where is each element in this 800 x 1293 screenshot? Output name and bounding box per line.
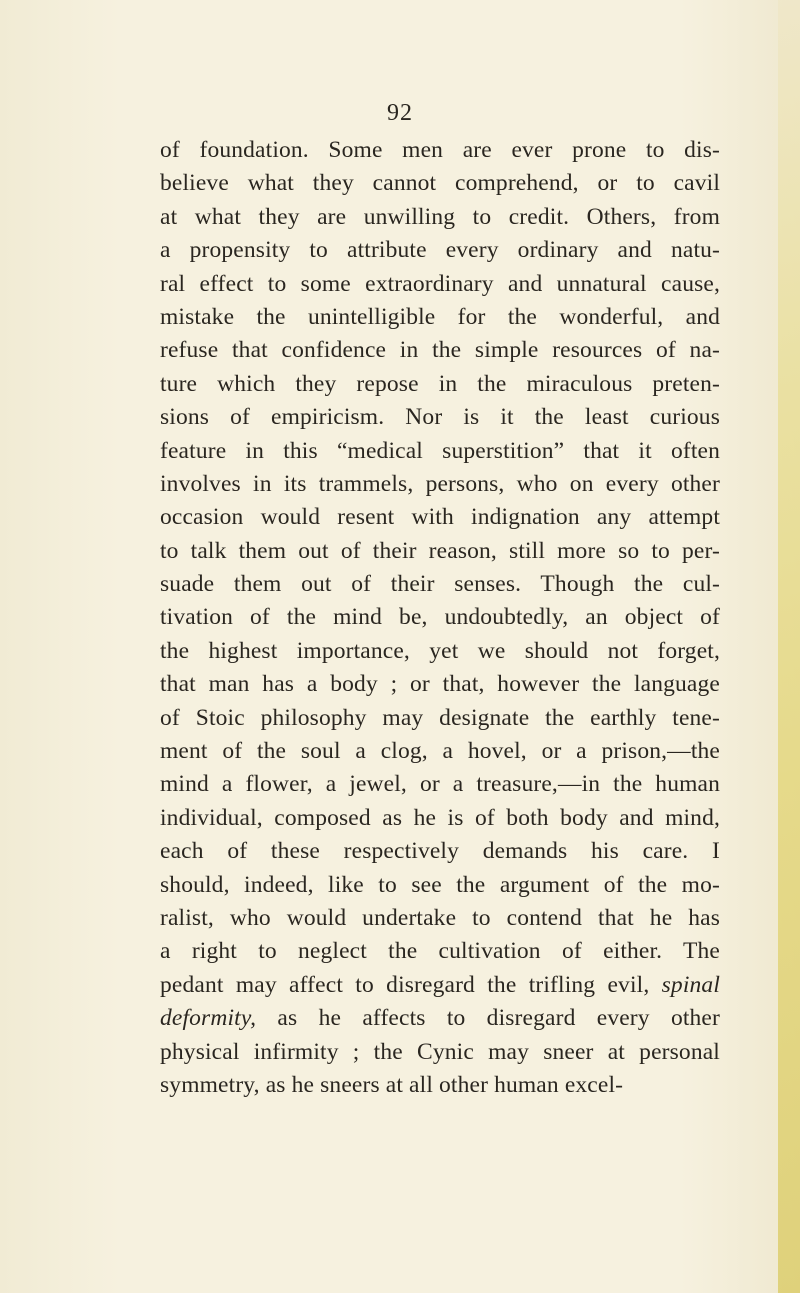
text-line: sions of empiricism. Nor is it the least curious [160, 404, 720, 431]
text-line: ralist, who would undertake to contend that he has [160, 904, 720, 931]
text-line: ture which they repose in the miraculous preten- [160, 370, 720, 397]
text-line: feature in this “medical superstition” that it often [160, 437, 720, 464]
text-line: tivation of the mind be, undoubtedly, an object of [160, 604, 720, 631]
page-number: 92 [387, 100, 413, 126]
text-italic: spinal [661, 971, 720, 998]
text-line: ment of the soul a clog, a hovel, or a prison,—the [160, 738, 720, 765]
text-italic: deformity, [160, 1005, 257, 1032]
text-line: suade them out of their senses. Though the cul- [160, 571, 720, 598]
text-line: should, indeed, like to see the argument of the mo- [160, 871, 720, 898]
text-roman: pedant may affect to disregard the trifling evil, [160, 971, 662, 998]
text-line: individual, composed as he is of both body and mind, [160, 804, 720, 831]
page-edge-stain [778, 0, 800, 1293]
text-line: refuse that confidence in the simple resources of na- [160, 337, 720, 364]
text-line: a propensity to attribute every ordinary and natu- [160, 237, 720, 264]
text-line: of Stoic philosophy may designate the earthly tene- [160, 704, 720, 731]
text-line: at what they are unwilling to credit. Others, from [160, 203, 720, 230]
text-line: physical infirmity ; the Cynic may sneer at personal [160, 1038, 720, 1065]
text-line-mixed [160, 1002, 720, 1035]
text-line: a right to neglect the cultivation of either. The [160, 938, 720, 965]
text-line-mixed [160, 969, 720, 1002]
text-line: each of these respectively demands his care. I [160, 838, 720, 865]
text-line: involves in its trammels, persons, who on every other [160, 470, 720, 497]
text-line: of foundation. Some men are ever prone to dis- [160, 137, 720, 163]
text-line: ral effect to some extraordinary and unnatural cause, [160, 270, 720, 297]
text-line: the highest importance, yet we should not forget, [160, 637, 720, 664]
text-roman: as he affects to disregard every other [256, 1005, 720, 1032]
text-line: occasion would resent with indignation any attempt [160, 504, 720, 531]
text-line: mistake the unintelligible for the wonderful, and [160, 303, 720, 330]
text-line: to talk them out of their reason, still more so to per- [160, 537, 720, 564]
text-line: believe what they cannot comprehend, or to cavil [160, 170, 720, 197]
text-line: that man has a body ; or that, however the language [160, 671, 720, 698]
text-line: symmetry, as he sneers at all other human excel- [160, 1071, 624, 1098]
body-text [160, 134, 720, 1102]
text-line: mind a flower, a jewel, or a treasure,—in the human [160, 771, 720, 798]
